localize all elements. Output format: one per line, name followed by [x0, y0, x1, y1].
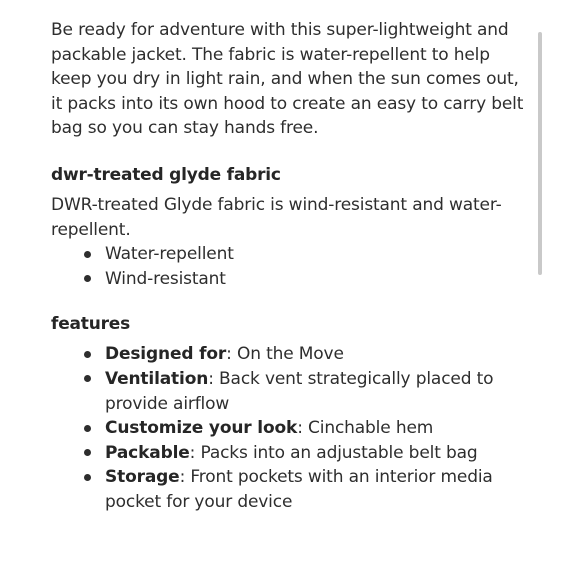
- feature-text: : Back vent strategically placed to provide airflow: [105, 368, 494, 414]
- bullet-icon: [84, 425, 91, 432]
- scrollbar-thumb[interactable]: [538, 32, 542, 275]
- feature-label: Storage: [105, 467, 180, 488]
- fabric-bullet-list: [51, 242, 531, 291]
- list-item: [51, 267, 531, 292]
- features-heading: features: [51, 314, 131, 335]
- bullet-icon: [84, 474, 91, 481]
- feature-label: Customize your look: [105, 418, 298, 439]
- feature-text: : Packs into an adjustable belt bag: [189, 442, 478, 463]
- bullet-icon: [84, 449, 91, 456]
- feature-label: Ventilation: [105, 368, 209, 389]
- feature-text: : Cinchable hem: [297, 418, 434, 439]
- feature-item: [51, 367, 531, 416]
- feature-text: : On the Move: [226, 344, 344, 365]
- feature-text: : Front pockets with an interior media pocket for your device: [105, 467, 493, 512]
- bullet-icon: [84, 251, 91, 258]
- bullet-icon: [84, 351, 91, 358]
- fabric-description: DWR-treated Glyde fabric is wind-resistant and water-repellent.: [51, 194, 502, 240]
- list-item: [51, 242, 531, 267]
- feature-item: [51, 441, 531, 466]
- list-item-text: Wind-resistant: [105, 268, 226, 289]
- feature-label: Packable: [105, 442, 190, 463]
- intro-paragraph: Be ready for adventure with this super-lightweight and packable jacket. The fabric is water-repellent to help keep you dry in light rain, and when the sun comes out, it packs into its own hood to create an easy to carry belt bag so you can stay hands free.: [51, 20, 524, 139]
- feature-label: Designed for: [105, 344, 227, 365]
- features-list: [51, 342, 531, 514]
- feature-item: [51, 342, 531, 367]
- product-description: [51, 18, 531, 515]
- fabric-heading: dwr-treated glyde fabric: [51, 164, 281, 185]
- bullet-icon: [84, 375, 91, 382]
- feature-item: [51, 416, 531, 441]
- bullet-icon: [84, 275, 91, 282]
- feature-item: [51, 465, 531, 514]
- list-item-text: Water-repellent: [105, 244, 234, 265]
